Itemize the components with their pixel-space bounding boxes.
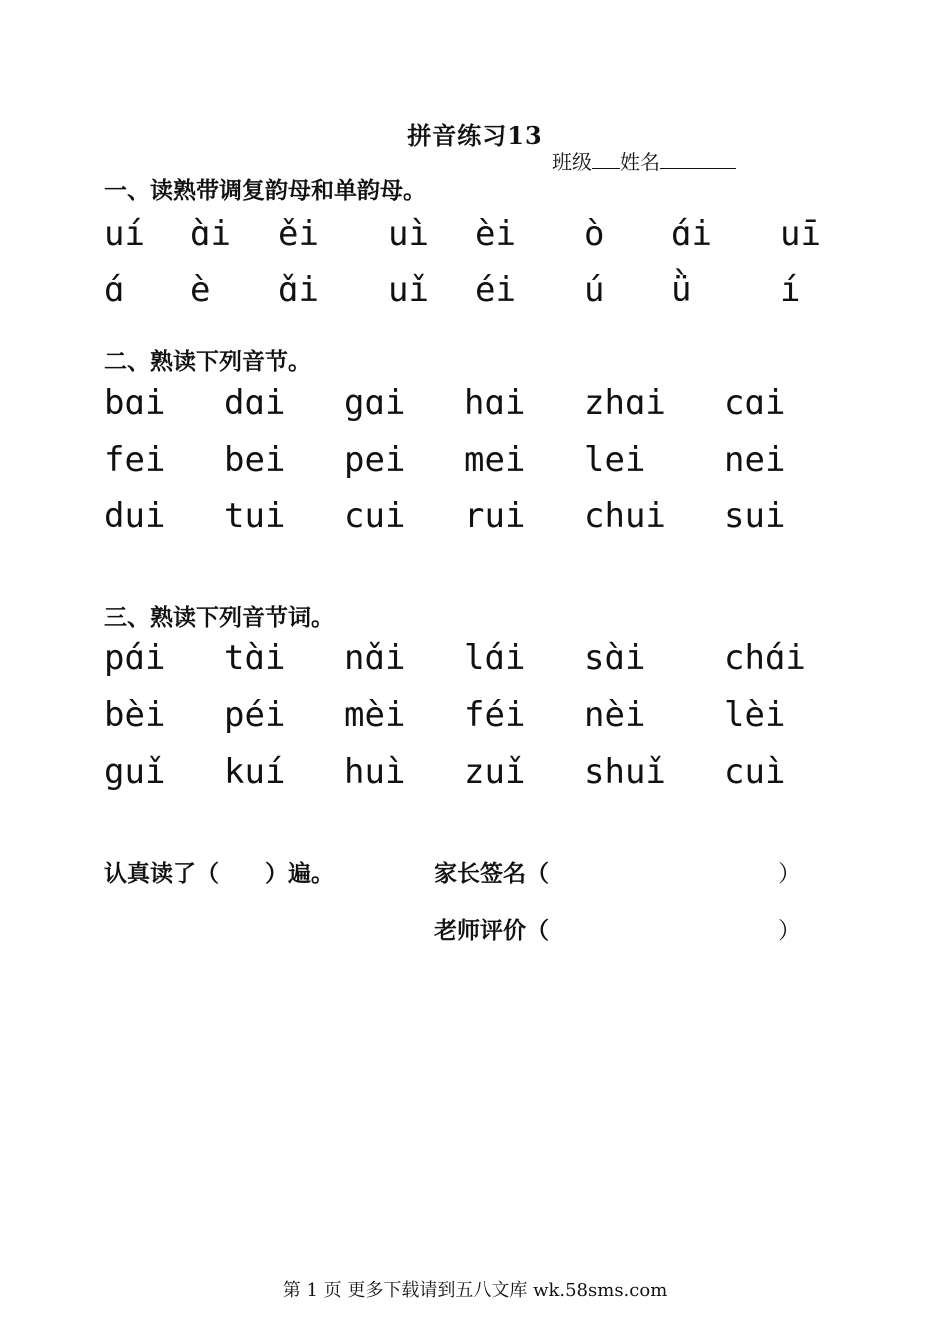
section3-heading: 三、熟读下列音节词。: [104, 605, 334, 631]
pinyin-syllable: chɑ́i: [724, 638, 806, 678]
read-times-field[interactable]: 认真读了（ ）遍。: [104, 861, 334, 887]
pinyin-syllable: gɑi: [344, 383, 406, 423]
section2-heading: 二、熟读下列音节。: [104, 349, 311, 375]
pinyin-syllable: mei: [464, 440, 526, 480]
section1-heading: 一、读熟带调复韵母和单韵母。: [104, 178, 426, 204]
pinyin-syllable: sui: [724, 496, 786, 536]
class-blank[interactable]: [592, 150, 620, 169]
pinyin-syllable: uì: [388, 214, 429, 254]
pinyin-syllable: hɑi: [464, 383, 526, 423]
pinyin-syllable: ɑ̀i: [190, 214, 231, 254]
pinyin-syllable: huì: [344, 752, 406, 792]
pinyin-syllable: cuì: [724, 752, 786, 792]
pinyin-syllable: ɑ́i: [671, 214, 712, 254]
pinyin-syllable: zuǐ: [464, 752, 526, 792]
pinyin-syllable: í: [780, 270, 801, 310]
pinyin-syllable: uí: [104, 214, 145, 254]
pinyin-syllable: uī: [780, 214, 821, 254]
pinyin-syllable: pɑ́i: [104, 638, 166, 678]
pinyin-syllable: féi: [464, 695, 526, 735]
pinyin-syllable: éi: [475, 270, 516, 310]
teacher-comment-close-paren: ）: [778, 918, 801, 944]
pinyin-syllable: è: [190, 270, 211, 310]
pinyin-syllable: ǜ: [671, 270, 692, 310]
pinyin-syllable: bèi: [104, 695, 166, 735]
pinyin-syllable: cui: [344, 496, 406, 536]
pinyin-syllable: nɑ̌i: [344, 638, 406, 678]
pinyin-syllable: nèi: [584, 695, 646, 735]
pinyin-syllable: guǐ: [104, 752, 166, 792]
pinyin-syllable: zhɑi: [584, 383, 666, 423]
pinyin-syllable: shuǐ: [584, 752, 666, 792]
parent-signature-label: 家长签名（: [434, 861, 549, 887]
pinyin-syllable: tɑ̀i: [224, 638, 286, 678]
pinyin-syllable: ú: [584, 270, 605, 310]
worksheet-title: 拼音练习13: [407, 121, 543, 150]
pinyin-syllable: mèi: [344, 695, 406, 735]
teacher-comment-label: 老师评价（: [434, 918, 549, 944]
class-name-line: [552, 146, 736, 175]
parent-signature-close-paren: ）: [778, 861, 801, 887]
pinyin-syllable: péi: [224, 695, 286, 735]
name-label: 姓名: [620, 150, 660, 174]
pinyin-syllable: cɑi: [724, 383, 786, 423]
pinyin-syllable: ò: [584, 214, 605, 254]
pinyin-syllable: fei: [104, 440, 166, 480]
page-footer: 第 1 页 更多下载请到五八文库 wk.58sms.com: [282, 1280, 668, 1301]
class-label: 班级: [552, 150, 592, 174]
pinyin-syllable: lei: [584, 440, 646, 480]
pinyin-syllable: lèi: [724, 695, 786, 735]
pinyin-syllable: ěi: [278, 214, 319, 254]
pinyin-syllable: nei: [724, 440, 786, 480]
pinyin-syllable: ɑ́: [104, 270, 125, 310]
pinyin-syllable: kuí: [224, 752, 286, 792]
pinyin-syllable: dɑi: [224, 383, 286, 423]
pinyin-syllable: uǐ: [388, 270, 429, 310]
pinyin-syllable: chui: [584, 496, 666, 536]
pinyin-syllable: tui: [224, 496, 286, 536]
pinyin-syllable: lɑ́i: [464, 638, 526, 678]
pinyin-syllable: sɑ̀i: [584, 638, 646, 678]
name-blank[interactable]: [660, 150, 736, 169]
pinyin-syllable: pei: [344, 440, 406, 480]
pinyin-syllable: bei: [224, 440, 286, 480]
pinyin-syllable: èi: [475, 214, 516, 254]
pinyin-syllable: bɑi: [104, 383, 166, 423]
pinyin-syllable: rui: [464, 496, 526, 536]
pinyin-syllable: ɑ̌i: [278, 270, 319, 310]
pinyin-syllable: dui: [104, 496, 166, 536]
